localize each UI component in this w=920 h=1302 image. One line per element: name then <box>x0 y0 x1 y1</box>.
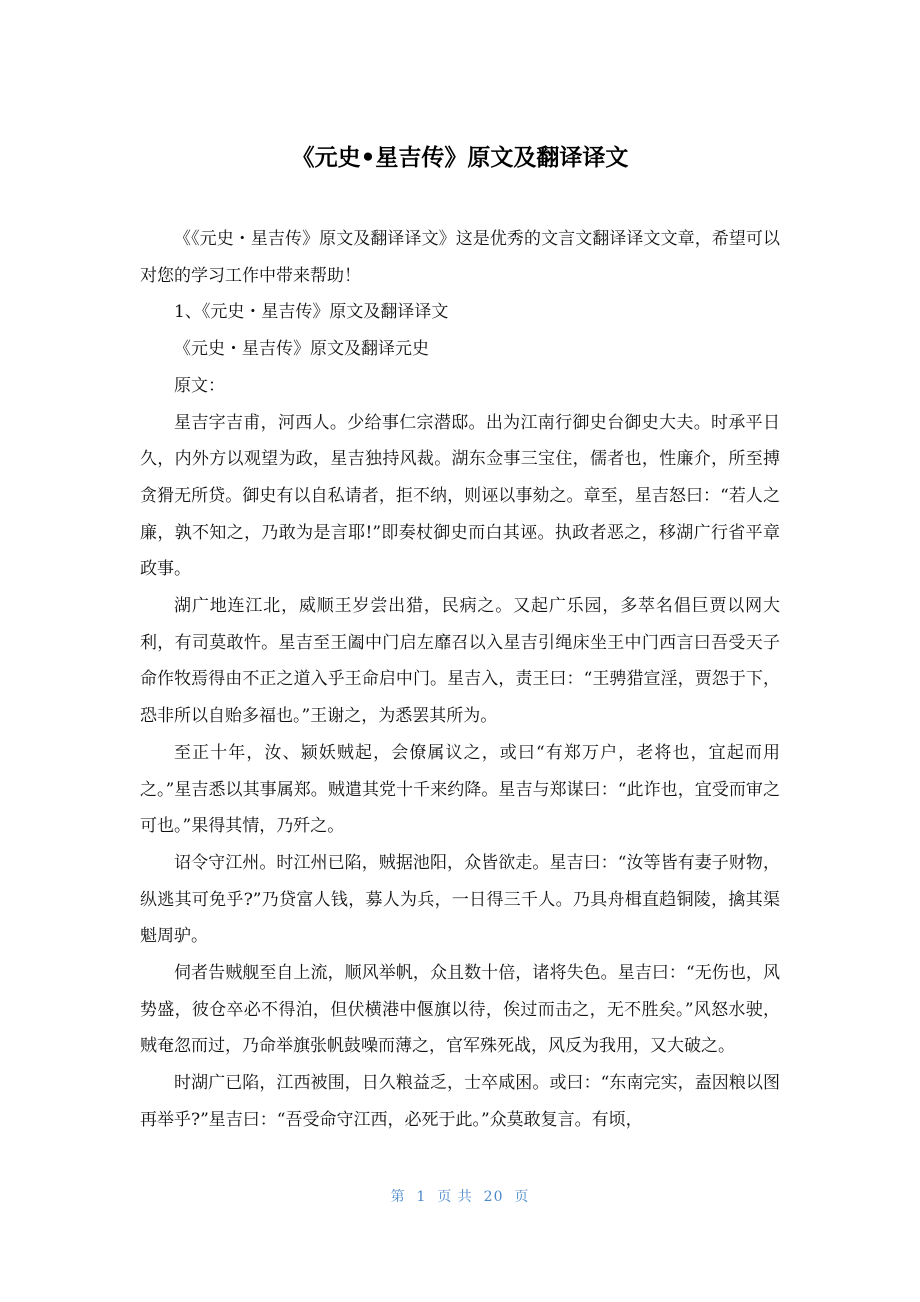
page-title: 《元史•星吉传》原文及翻译译文 <box>291 145 629 171</box>
page-number-footer: 第 1 页 共 20 页 <box>390 1189 530 1205</box>
paragraph-text: 湖广地连江北，威顺王岁尝出猎，民病之。又起广乐园，多萃名倡巨贾以网大利，有司莫敢忤。星吉至王阖中门启左靡召以入星吉引绳床坐王中门西言曰吾受天子命作牧焉得由不正之道入乎王命启中门。星吉入，责王曰：“王骋猎宣淫，贾怨于下，恐非所以自贻多福也。”王谢之，为悉罢其所为。 <box>140 596 780 727</box>
document-body <box>140 221 780 1139</box>
paragraph-subtitle: 《元史・星吉传》原文及翻译元史 <box>174 339 429 360</box>
paragraph-text: 星吉字吉甫，河西人。少给事仁宗潜邸。出为江南行御史台御史大夫。时承平日久，内外方以观望为政，星吉独持风裁。湖东佥事三宝住，儒者也，性廉介，所至搏贪猾无所贷。御史有以自私请者，拒不纳，则诬以事劾之。章至，星吉怒曰：“若人之廉，孰不知之，乃敢为是言耶!”即奏杖御史而白其诬。执政者恶之，移湖广行省平章政事。 <box>140 412 780 580</box>
paragraph-text: 时湖广已陷，江西被围，日久粮益乏，士卒咸困。或曰：“东南完实，盍因粮以图再举乎?”星吉曰：“吾受命守江西，必死于此。”众莫敢复言。有顷， <box>140 1073 780 1130</box>
paragraph-section-heading: 1、《元史・星吉传》原文及翻译译文 <box>174 302 449 323</box>
paragraph-text: 诏令守江州。时江州已陷，贼据池阳，众皆欲走。星吉曰：“汝等皆有妻子财物，纵逃其可免乎?”乃贷富人钱，募人为兵，一日得三千人。乃具舟楫直趋铜陵，擒其渠魁周驴。 <box>140 852 780 947</box>
paragraph-text: 至正十年，汝、颍妖贼起，会僚属议之，或曰“有郑万户，老将也，宜起而用之。”星吉悉以其事属郑。贼遣其党十千来约降。星吉与郑谋曰：“此诈也，宜受而审之可也。”果得其情，乃歼之。 <box>140 742 780 837</box>
paragraph-original-label: 原文： <box>174 375 225 396</box>
paragraph-intro: 《《元史・星吉传》原文及翻译译文》这是优秀的文言文翻译译文文章，希望可以对您的学习工作中带来帮助！ <box>140 229 780 286</box>
paragraph-text: 伺者告贼舰至自上流，顺风举帆，众且数十倍，诸将失色。星吉曰：“无伤也，风势盛，彼仓卒必不得泊，但伏横港中偃旗以待，俟过而击之，无不胜矣。”风怒水驶，贼奄忽而过，乃命举旗张帆鼓噪而薄之，官军殊死战，风反为我用，又大破之。 <box>140 963 780 1057</box>
